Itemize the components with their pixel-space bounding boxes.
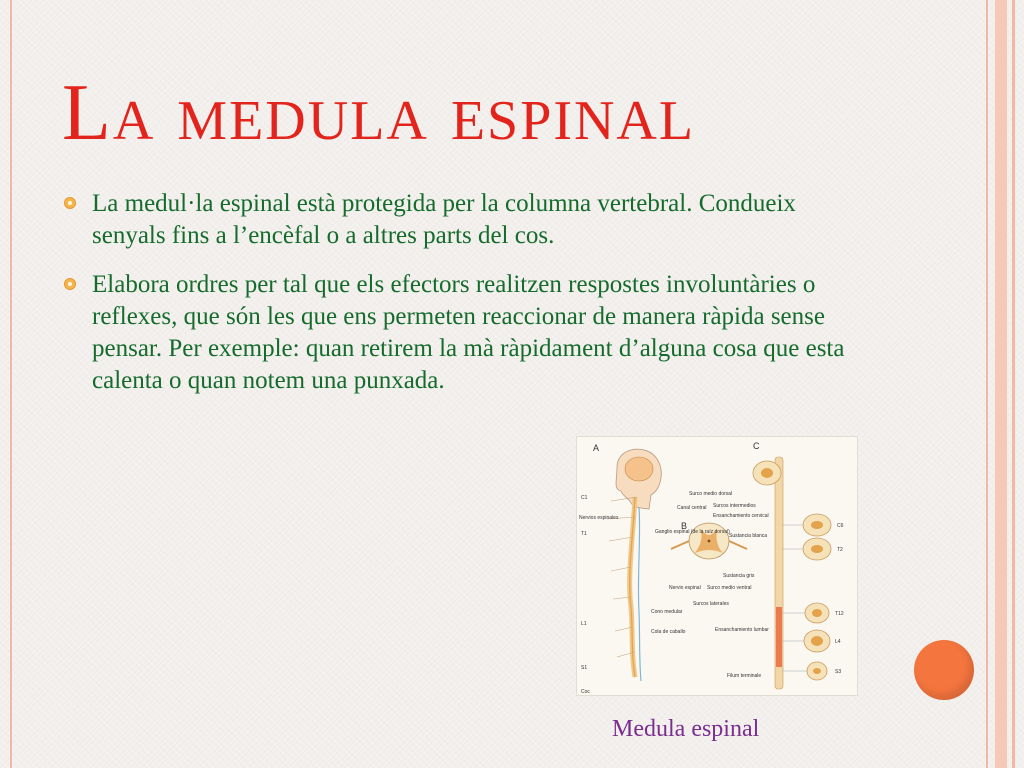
figure-label: Sustancia blanca [729, 533, 768, 539]
cord-segments-drawing [753, 457, 831, 689]
frame-line-left [10, 0, 12, 768]
figure-label: C1 [581, 495, 588, 501]
panel-label-c: C [753, 441, 760, 451]
frame-line-right-inner [986, 0, 988, 768]
figure-label: Sustancia gris [723, 573, 755, 579]
bullet-icon [64, 278, 76, 290]
figure-label: S1 [581, 665, 588, 671]
bullet-text: La medul·la espinal està protegida per la columna vertebral. Condueix senyals fins a l’encèfal o a altres parts del cos. [92, 190, 796, 249]
figure-label: C6 [837, 523, 844, 529]
figure-label: Nervio espinal [669, 585, 701, 591]
figure-label: Coc [581, 689, 590, 695]
head-and-spine-drawing [607, 449, 661, 681]
slide-title: La medula espinal [62, 69, 696, 157]
figure-label: Surcos intermedios [713, 503, 756, 509]
figure-label: Cola de caballo [651, 629, 686, 635]
figure-label: L4 [835, 639, 841, 645]
bullet-item [64, 188, 864, 252]
figure-label: Cono medular [651, 609, 683, 615]
bullet-list [64, 188, 864, 414]
figure-label: Canal central [677, 505, 707, 511]
figure-label: Ganglio espinal (de la raíz dorsal) [655, 529, 730, 535]
panel-label-b: B [681, 521, 688, 531]
figure-label: Surco medio dorsal [689, 491, 733, 497]
spinal-cord-illustration [577, 437, 857, 695]
frame-line-right-outer [1012, 0, 1015, 768]
bullet-icon [64, 197, 76, 209]
figure-label: Nervios espinales [579, 515, 619, 521]
figure-label: L1 [581, 621, 587, 627]
figure-label: Surco medio ventral [707, 585, 752, 591]
figure-label: T1 [581, 531, 587, 537]
bullet-item [64, 269, 864, 397]
panel-label-a: A [593, 443, 600, 453]
spinal-cord-figure [576, 436, 858, 696]
figure-label: T12 [835, 611, 844, 617]
figure-label: Ensanchamiento lumbar [715, 627, 769, 633]
bullet-text: Elabora ordres per tal que els efectors realitzen respostes involuntàries o reflexes, que són les que ens permeten reaccionar de manera ràpida sense pensar. Per exemple: quan retirem la mà ràpidament d’alguna cosa que esta calenta o quan notem una punxada. [92, 271, 845, 394]
figure-label: Ensanchamiento cervical [713, 513, 769, 519]
decorative-circle [914, 640, 974, 700]
frame-band-right [995, 0, 1007, 768]
figure-label: Surcos laterales [693, 601, 729, 607]
figure-label: Filum terminale [727, 673, 762, 679]
figure-label: S3 [835, 669, 842, 675]
figure-label: T2 [837, 547, 843, 553]
figure-caption: Medula espinal [612, 716, 760, 742]
